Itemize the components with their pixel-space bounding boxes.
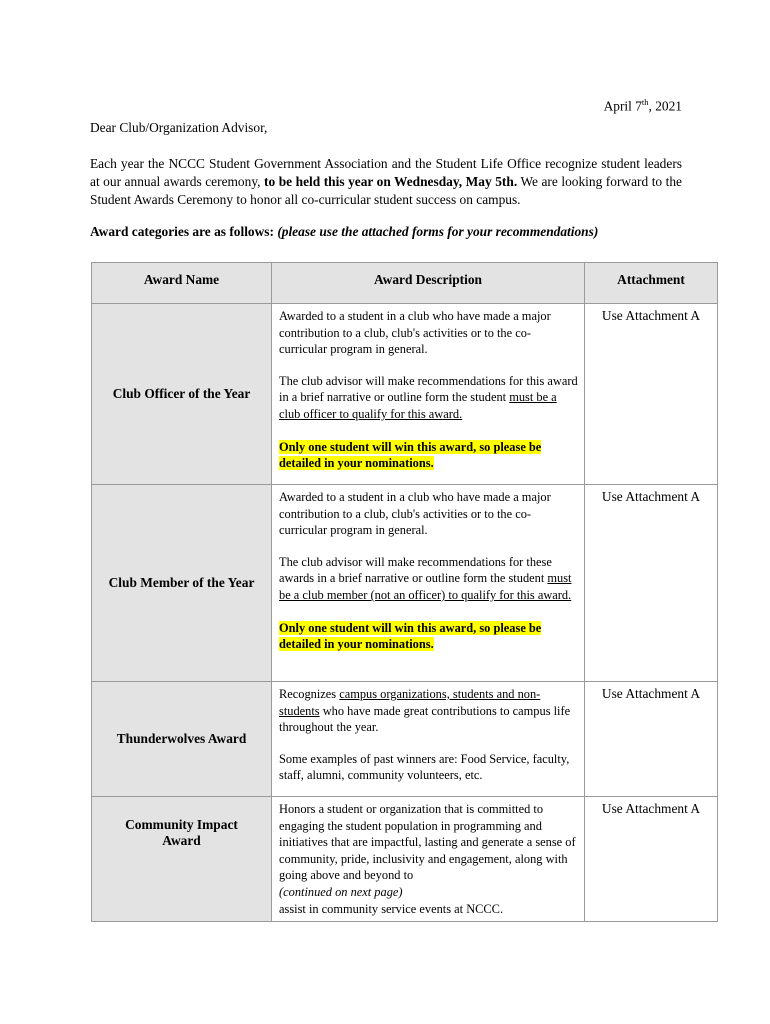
award-name-cell: Club Member of the Year (92, 485, 272, 682)
highlighted-text: Only one student will win this award, so please be detailed in your nominations. (279, 439, 542, 471)
description-text: Some examples of past winners are: Food Service, faculty, staff, alumni, community volunteers, etc. (279, 751, 570, 783)
award-description-cell (272, 304, 585, 485)
letter-date (90, 93, 682, 115)
award-description-cell (272, 485, 585, 682)
letter (90, 93, 682, 241)
categories-label: Award categories are as follows: (90, 224, 278, 240)
award-name-cell: Club Officer of the Year (92, 304, 272, 485)
categories-heading (90, 223, 682, 241)
intro-text-1: Each year the NCCC Student Government Association and the Student Life Office recognize student leaders at our annual awards ceremony, (90, 156, 682, 190)
description-text (279, 686, 578, 736)
date-year: , 2021 (648, 98, 682, 114)
award-name-cell (92, 797, 272, 922)
description-underlined: must be a club member (not an officer) to qualify for this award. (279, 571, 572, 602)
description-underlined: campus organizations, students and non-students (279, 687, 541, 718)
description-text (279, 373, 578, 423)
awards-table (91, 262, 718, 922)
description-underlined: must be a club officer to qualify for this award. (279, 390, 557, 421)
date-month-day: April 7 (603, 98, 642, 114)
description-text-part: Recognizes (279, 687, 340, 701)
attachment-cell: Use Attachment A (585, 485, 718, 682)
continued-text: (continued on next page) (279, 884, 403, 899)
table-row (92, 797, 718, 922)
table-row (92, 682, 718, 797)
description-text (279, 554, 578, 604)
salutation: Dear Club/Organization Advisor, (90, 120, 268, 136)
header-attachment: Attachment (585, 263, 718, 304)
description-text-part: The club advisor will make recommendations for these awards in a brief narrative or outline form the student (279, 554, 552, 586)
categories-note: (please use the attached forms for your recommendations) (277, 224, 599, 240)
highlighted-text: Only one student will win this award, so please be detailed in your nominations. (279, 620, 542, 652)
attachment-cell: Use Attachment A (585, 797, 718, 922)
table-row (92, 304, 718, 485)
award-name-text: Community Impact Award (125, 817, 238, 848)
description-text: Honors a student or organization that is committed to engaging the student population in programming and initiatives that are impactful, lasting and generate a sense of community, pride, inclusivity and engagement, along with going above and beyond to (279, 802, 576, 883)
intro-text-2: We are looking forward to the Student Awards Ceremony to honor all co-curricular student success on campus. (90, 174, 683, 208)
description-text-part: who have made great contributions to campus life throughout the year. (279, 703, 571, 735)
header-award-description: Award Description (272, 263, 585, 304)
intro-paragraph (90, 155, 682, 209)
award-description-cell (272, 682, 585, 797)
attachment-cell: Use Attachment A (585, 682, 718, 797)
description-text: assist in community service events at NCCC. (279, 901, 504, 916)
description-text: Awarded to a student in a club who have made a major contribution to a club, club's activities or to the co-curricular program in general. (279, 490, 551, 538)
award-description-cell (272, 797, 585, 922)
ceremony-date-text: to be held this year on Wednesday, May 5th. (264, 174, 518, 190)
table-header-row (92, 263, 718, 304)
award-name-cell: Thunderwolves Award (92, 682, 272, 797)
attachment-cell: Use Attachment A (585, 304, 718, 485)
continued-note (279, 884, 578, 901)
header-award-name: Award Name (92, 263, 272, 304)
highlight-note (279, 620, 578, 653)
highlight-note (279, 439, 578, 472)
description-text: Awarded to a student in a club who have made a major contribution to a club, club's activities or to the co-curricular program in general. (279, 309, 551, 357)
date-suffix: th (641, 97, 649, 107)
table-row (92, 485, 718, 682)
description-text-part: The club advisor will make recommendations for this award in a brief narrative or outline form the student (279, 373, 578, 405)
